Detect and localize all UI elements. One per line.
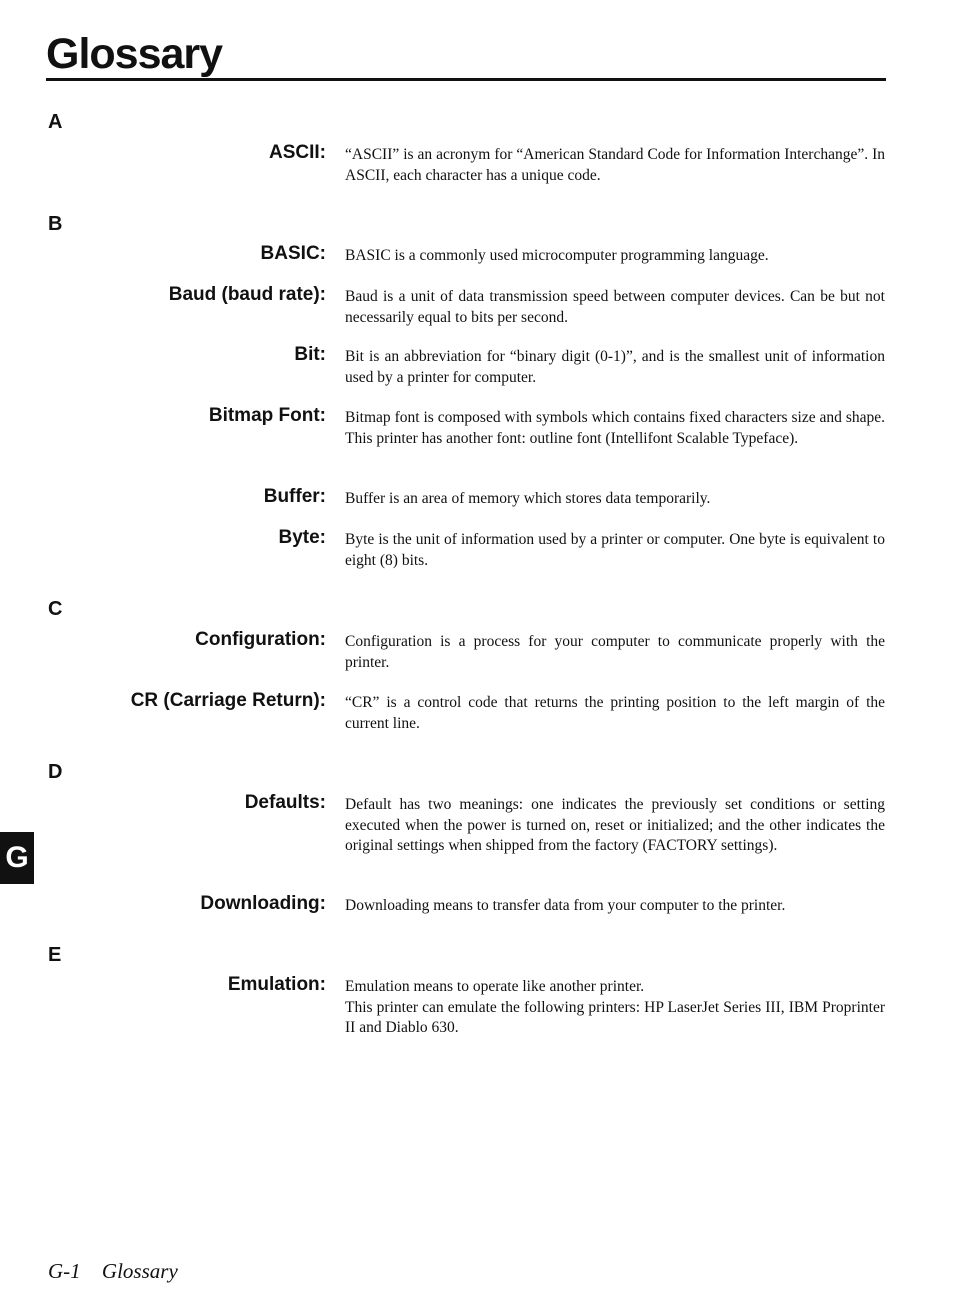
term-buffer: Buffer: — [263, 486, 326, 507]
term-defaults: Defaults: — [244, 792, 326, 813]
definition-downloading: Downloading means to transfer data from your computer to the printer. — [345, 897, 786, 914]
definition-bit: Bit is an abbreviation for “binary digit (0-1)”, and is the smallest unit of information used by a printer for computer. — [345, 348, 885, 386]
definition-defaults: Default has two meanings: one indicates the previously set conditions or setting executed when the power is turned on, reset or initialized; and the other indicates the original settings when shipped from the factory (FACTORY settings). — [345, 796, 885, 854]
definition-emulation — [345, 977, 885, 1039]
definition-emulation-line-1: Emulation means to operate like another printer. — [345, 978, 645, 995]
page-footer — [48, 1258, 178, 1284]
definition-ascii: “ASCII” is an acronym for “American Standard Code for Information Interchange”. In ASCII, each character has a unique code. — [345, 146, 885, 184]
definition-byte: Byte is the unit of information used by a printer or computer. One byte is equivalent to eight (8) bits. — [345, 531, 885, 569]
footer-page-number: G-1 — [48, 1259, 81, 1283]
term-bit: Bit: — [294, 344, 326, 365]
term-basic: BASIC: — [260, 243, 326, 264]
definition-configuration: Configuration is a process for your computer to communicate properly with the printer. — [345, 633, 885, 671]
term-ascii: ASCII: — [269, 142, 326, 163]
term-carriage-return: CR (Carriage Return): — [130, 690, 326, 711]
term-configuration: Configuration: — [195, 629, 326, 650]
section-letter-b: B — [48, 213, 63, 235]
term-emulation: Emulation: — [227, 974, 326, 995]
term-bitmap-font: Bitmap Font: — [208, 405, 326, 426]
page-title: Glossary — [46, 30, 223, 78]
definition-bitmap-font: Bitmap font is composed with symbols which contains fixed characters size and shape. This printer has another font: outline font (Intellifont Scalable Typeface). — [345, 409, 885, 447]
definition-buffer: Buffer is an area of memory which stores data temporarily. — [345, 490, 711, 507]
definition-emulation-line-2: This printer can emulate the following printers: HP LaserJet Series III, IBM Proprinter II and Diablo 630. — [345, 998, 885, 1036]
term-byte: Byte: — [278, 527, 326, 548]
section-letter-a: A — [48, 111, 63, 133]
section-letter-c: C — [48, 598, 63, 620]
title-divider — [46, 78, 886, 81]
definition-basic: BASIC is a commonly used microcomputer programming language. — [345, 247, 769, 264]
section-letter-e: E — [48, 944, 62, 966]
definition-carriage-return: “CR” is a control code that returns the printing position to the left margin of the current line. — [345, 694, 885, 732]
term-baud: Baud (baud rate): — [168, 284, 326, 305]
section-letter-d: D — [48, 761, 63, 783]
term-downloading: Downloading: — [200, 893, 326, 914]
footer-section-title: Glossary — [101, 1259, 178, 1283]
chapter-thumb-tab: G — [0, 832, 34, 884]
definition-baud: Baud is a unit of data transmission speed between computer devices. Can be but not necessarily equal to bits per second. — [345, 288, 885, 326]
